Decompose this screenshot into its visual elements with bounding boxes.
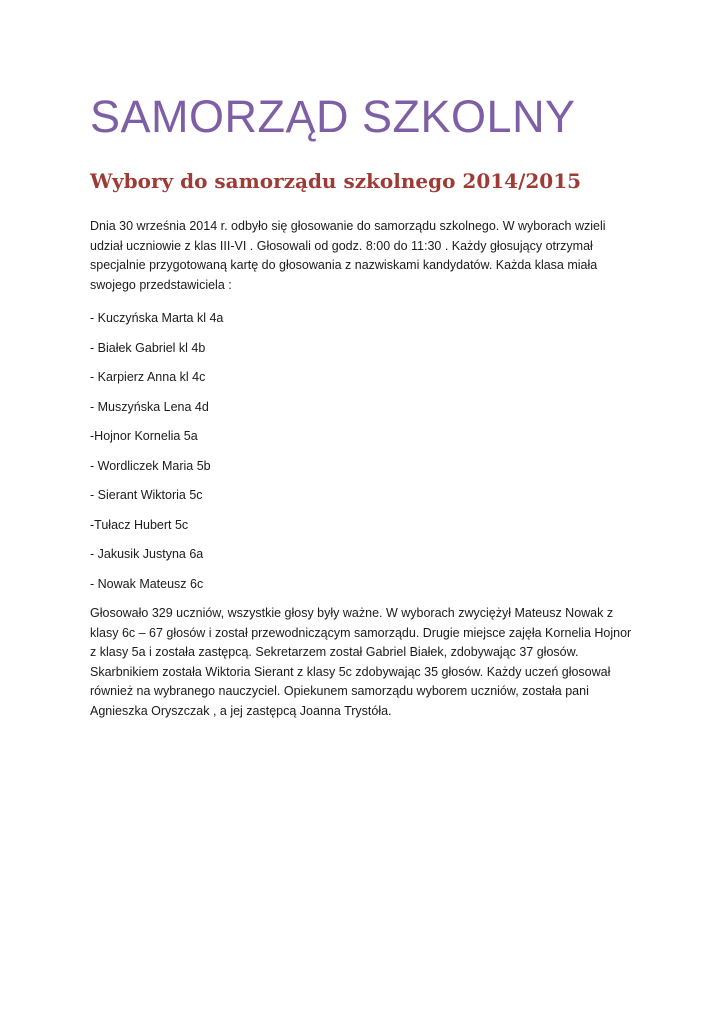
document-title: SAMORZĄD SZKOLNY	[90, 91, 576, 142]
results-paragraph: Głosowało 329 uczniów, wszystkie głosy były ważne. W wyborach zwyciężył Mateusz Nowak z klasy 6c – 67 głosów i został przewodniczącym samorządu. Drugie miejsce zajęła Kornelia Hojnor z klasy 5a i została zastępcą. Sekretarzem został Gabriel Białek, zdobywając 37 głosów. Skarbnikiem została Wiktoria Sierant z klasy 5c zdobywając 35 głosów. Każdy uczeń głosował również na wybranego nauczyciel. Opiekunem samorządu wyborem uczniów, została pani Agnieszka Oryszczak , a jej zastępcą Joanna Trystóła.	[90, 606, 632, 718]
intro-paragraph: Dnia 30 września 2014 r. odbyło się głosowanie do samorządu szkolnego. W wyborach wzieli udział uczniowie z klas III-VI . Głosowali od godz. 8:00 do 11:30 . Każdy głosujący otrzymał specjalnie przygotowaną kartę do głosowania z nazwiskami kandydatów. Każda klasa miała swojego przedstawiciela :	[90, 219, 606, 292]
section-heading: Wybory do samorządu szkolnego 2014/2015	[90, 169, 582, 193]
candidate-item: - Kuczyńska Marta kl 4a	[90, 311, 224, 325]
candidate-list	[90, 309, 636, 594]
candidate-item: -Tułacz Hubert 5c	[90, 517, 189, 532]
candidate-item: - Sierant Wiktoria 5c	[90, 488, 203, 502]
candidate-item: - Karpierz Anna kl 4c	[90, 370, 206, 384]
candidate-item: - Nowak Mateusz 6c	[90, 576, 204, 591]
candidate-item: -Hojnor Kornelia 5a	[90, 429, 198, 443]
candidate-item: - Białek Gabriel kl 4b	[90, 340, 206, 355]
candidate-item: - Jakusik Justyna 6a	[90, 547, 204, 561]
candidate-item: - Wordliczek Maria 5b	[90, 458, 211, 473]
candidate-item: - Muszyńska Lena 4d	[90, 399, 209, 414]
